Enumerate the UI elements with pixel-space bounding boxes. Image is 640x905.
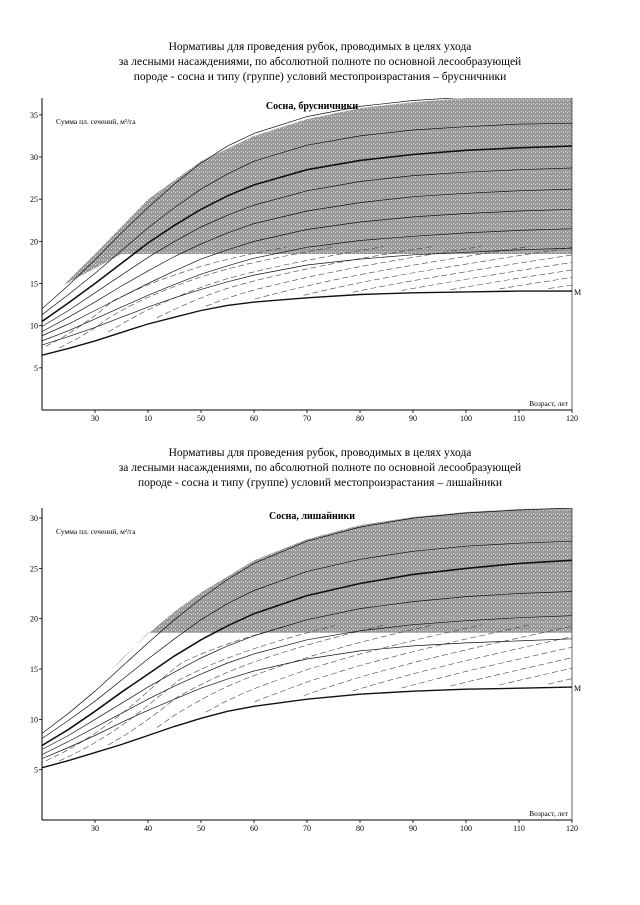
chart-heading-1 — [0, 40, 640, 85]
hatch-line — [255, 625, 531, 702]
x-tick-label: 100 — [460, 824, 472, 833]
x-axis-label: Возраст, лет — [529, 809, 568, 818]
chart-title: Сосна, лишайники — [268, 511, 356, 522]
shaded-zone — [111, 508, 572, 671]
y-tick-label: 15 — [30, 279, 38, 289]
y-tick-label: 35 — [30, 110, 38, 120]
chart-heading-2 — [0, 446, 640, 491]
hatch-line — [108, 247, 384, 333]
x-tick-label: 90 — [409, 824, 417, 833]
hatch-line — [597, 246, 640, 288]
heading-line: породе - сосна и типу (группе) условий местопроизрастания – брусничники — [133, 71, 507, 83]
hatch-line — [157, 247, 433, 318]
plot-area — [10, 508, 640, 768]
min-curve-label: M — [574, 684, 582, 694]
x-tick-label: 50 — [197, 414, 205, 423]
hatch-line — [353, 625, 629, 694]
y-tick-label: 20 — [30, 237, 38, 247]
min-curve-label: M — [574, 288, 582, 298]
x-tick-label: 100 — [460, 414, 472, 423]
x-tick-label: 30 — [91, 824, 99, 833]
heading-line: Нормативы для проведения рубок, проводимых в целях ухода — [168, 447, 472, 459]
y-axis-label: Сумма пл. сечений, м²/га — [56, 527, 136, 536]
y-axis-label: Сумма пл. сечений, м²/га — [56, 117, 136, 126]
hatch-line — [499, 625, 640, 685]
chart-lishainiki — [0, 500, 640, 835]
heading-line: Нормативы для проведения рубок, проводимых в целях ухода — [168, 41, 472, 53]
x-axis-label: Возраст, лет — [529, 399, 568, 408]
hatch-line — [157, 625, 433, 728]
x-tick-label: 110 — [513, 414, 525, 423]
hatch-line — [402, 625, 640, 689]
y-tick-label: 30 — [30, 153, 38, 163]
x-tick-label: 50 — [197, 824, 205, 833]
y-tick-label: 25 — [30, 195, 38, 205]
hatch-line — [548, 625, 640, 685]
series-line-guide — [42, 616, 572, 755]
y-tick-label: 15 — [30, 665, 38, 675]
x-tick-label: 30 — [91, 414, 99, 423]
x-tick-label: 60 — [250, 824, 258, 833]
y-tick-label: 20 — [30, 614, 38, 624]
x-tick-label: 10 — [144, 414, 152, 423]
y-tick-label: 10 — [30, 715, 38, 725]
hatch-line — [597, 625, 640, 684]
x-tick-label: 110 — [513, 824, 525, 833]
x-tick-label: 80 — [356, 414, 364, 423]
hatch-line — [59, 626, 335, 761]
hatch-line — [10, 626, 286, 766]
heading-line: породе - сосна и типу (группе) условий местопроизрастания – лишайники — [137, 477, 503, 489]
plot-area — [10, 94, 640, 355]
heading-line: за лесными насаждениями, по абсолютной полноте по основной лесообразующей — [118, 56, 522, 68]
x-tick-label: 70 — [303, 414, 311, 423]
shaded-zone — [63, 94, 572, 285]
x-tick-label: 120 — [566, 824, 578, 833]
hatch-line — [108, 625, 384, 745]
series-line-minimum — [42, 291, 572, 355]
hatch-line — [304, 625, 580, 696]
hatch-line — [451, 625, 640, 687]
y-tick-label: 5 — [34, 363, 38, 373]
y-tick-label: 25 — [30, 564, 38, 574]
chart-brusnichniki — [0, 90, 640, 425]
chart-title: Сосна, брусничники — [265, 101, 359, 112]
x-tick-label: 120 — [566, 414, 578, 423]
series-line-minimum — [42, 687, 572, 768]
x-tick-label: 70 — [303, 824, 311, 833]
y-tick-label: 10 — [30, 321, 38, 331]
x-tick-label: 60 — [250, 414, 258, 423]
x-tick-label: 40 — [144, 824, 152, 833]
hatch-line — [206, 625, 482, 712]
y-tick-label: 30 — [30, 514, 38, 524]
hatch-line — [206, 246, 482, 306]
x-tick-label: 80 — [356, 824, 364, 833]
y-tick-label: 5 — [34, 765, 38, 775]
x-tick-label: 90 — [409, 414, 417, 423]
heading-line: за лесными насаждениями, по абсолютной полноте по основной лесообразующей — [118, 462, 522, 474]
